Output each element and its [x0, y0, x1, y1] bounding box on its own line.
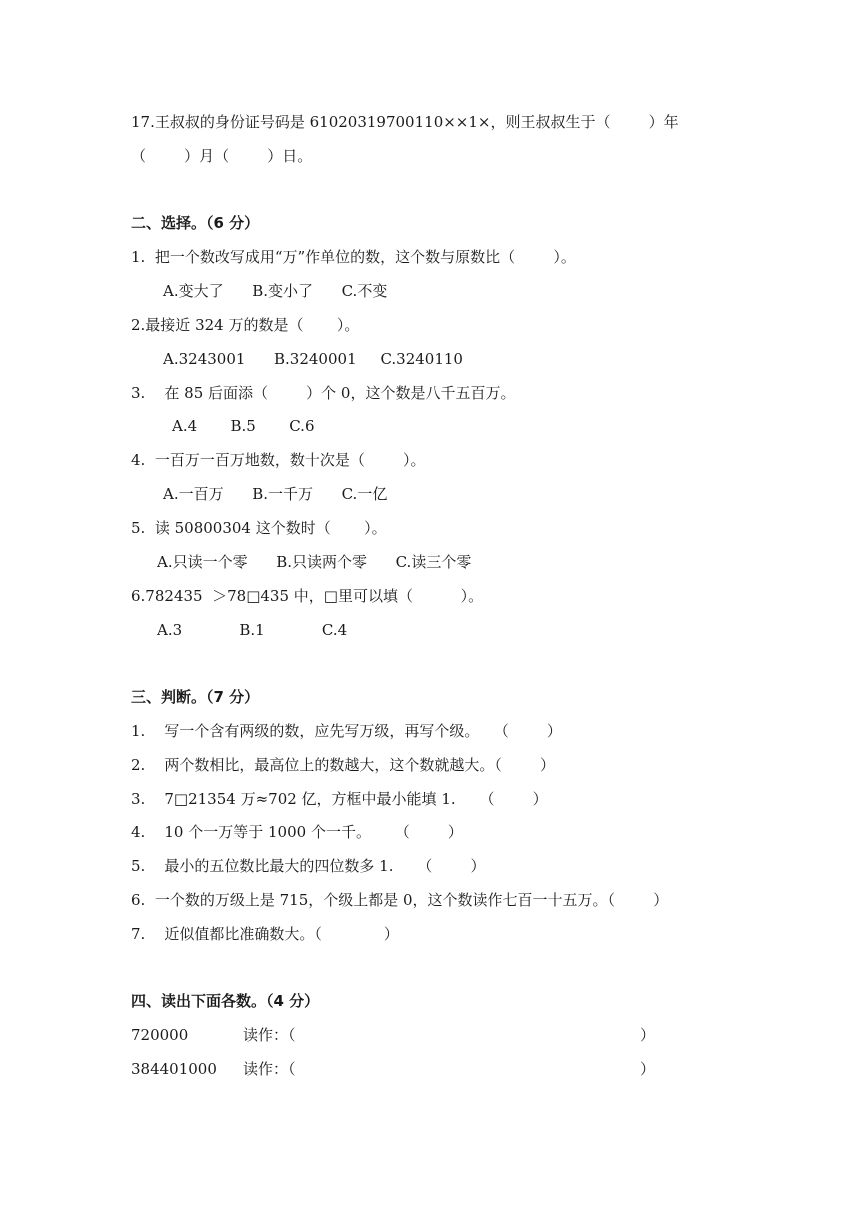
s3-item-2: 2. 两个数相比，最高位上的数越大，这个数就越大。（ ） — [131, 756, 556, 774]
s4-close-2: ） — [640, 1060, 656, 1078]
s2-q3: 3. 在 85 后面添（ ）个 0，这个数是八千五百万。 — [131, 384, 516, 402]
s3-item-6: 6. 一个数的万级上是 715，个级上都是 0，这个数读作七百一十五万。（ ） — [131, 891, 669, 909]
s4-close-1: ） — [640, 1026, 656, 1044]
s2-q2: 2.最接近 324 万的数是（ ）。 — [131, 316, 360, 334]
section4-title: 四、读出下面各数。（4 分） — [131, 992, 320, 1010]
s3-item-3: 3. 7□21354 万≈702 亿，方框中最小能填 1. （ ） — [131, 790, 548, 808]
s4-label-1: 读作：（ — [243, 1026, 296, 1044]
s4-number-1: 720000 — [131, 1026, 189, 1044]
q17-line2: （ ）月（ ）日。 — [131, 147, 313, 165]
s3-item-4: 4. 10 个一万等于 1000 个一千。 （ ） — [131, 823, 463, 841]
s2-q1-options: A.变大了 B.变小了 C.不变 — [163, 282, 388, 300]
s2-q6-options: A.3 B.1 C.4 — [157, 621, 348, 639]
s4-label-2: 读作：（ — [243, 1060, 296, 1078]
s3-item-1: 1. 写一个含有两级的数，应先写万级，再写个级。 （ ） — [131, 722, 562, 740]
s2-q3-options: A.4 B.5 C.6 — [172, 417, 315, 435]
section3-title: 三、判断。（7 分） — [131, 688, 260, 706]
s2-q5: 5. 读 50800304 这个数时（ ）。 — [131, 519, 387, 537]
q17-line1: 17.王叔叔的身份证号码是 6102031970011​0××1×，则王叔叔生于（ ）年 — [131, 113, 679, 131]
s2-q2-options: A.3243001 B.3240001 C.3240110 — [163, 350, 463, 368]
section2-title: 二、选择。（6 分） — [131, 214, 260, 232]
s2-q5-options: A.只读一个零 B.只读两个零 C.读三个零 — [157, 553, 472, 571]
s4-number-2: 384401000 — [131, 1060, 217, 1078]
s2-q4-options: A.一百万 B.一千万 C.一亿 — [163, 485, 388, 503]
s2-q4: 4. 一百万一百万地数，数十次是（ ）。 — [131, 451, 426, 469]
s2-q1: 1. 把一个数改写成用“万”作单位的数，这个数与原数比（ ）。 — [131, 248, 576, 266]
s3-item-7: 7. 近似值都比准确数大。（ ） — [131, 925, 399, 943]
s3-item-5: 5. 最小的五位数比最大的四位数多 1. （ ） — [131, 857, 486, 875]
s2-q6: 6.782435 ＞78□435 中，□里可以填（ ）。 — [131, 587, 484, 605]
